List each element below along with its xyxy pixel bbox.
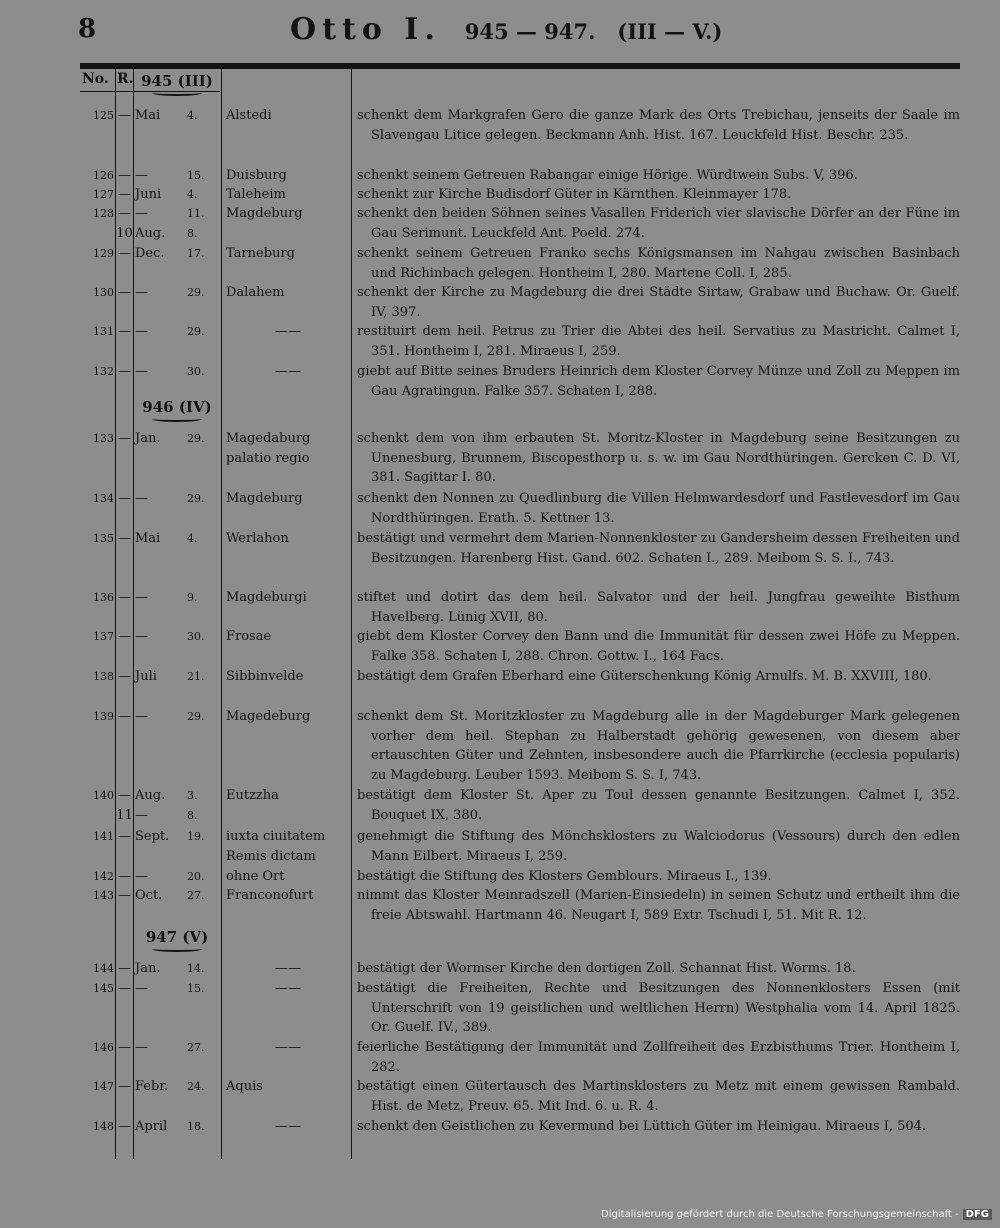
entry-day: 29. xyxy=(187,325,205,338)
entry-day: 27. xyxy=(187,889,205,902)
entry-r: — xyxy=(118,187,131,202)
entry-number: 125 xyxy=(93,109,114,122)
entry-r: — xyxy=(118,981,131,996)
entry-r: — xyxy=(118,491,131,506)
title-name: Otto I. xyxy=(290,12,441,47)
year-header: 945 (III) xyxy=(134,70,220,104)
entry-r: — xyxy=(118,431,131,446)
entry-r: — xyxy=(118,108,131,123)
entry-r: — xyxy=(118,531,131,546)
entry-place: —— xyxy=(275,364,301,379)
entry-text: giebt dem Kloster Corvey den Bann und die Immunität für dessen zwei Höfe zu Meppen. Falke 358. Schaten I, 288. Chron. Gottw. I., 164 Facs. xyxy=(357,629,960,664)
entry-day: 4. xyxy=(187,109,198,122)
entry-r: 10 xyxy=(116,226,133,241)
entry-r: — xyxy=(118,168,131,183)
entry-day: 3. xyxy=(187,789,198,802)
entry-month: Mai xyxy=(135,531,161,546)
entry-place: Dalahem xyxy=(226,285,285,300)
column-header-r: R. xyxy=(117,71,134,87)
entry-place: —— xyxy=(275,324,301,339)
entry-place: Duisburg xyxy=(226,168,287,183)
entry-place: Aquis xyxy=(226,1079,263,1094)
entry-day: 11. xyxy=(187,207,205,220)
entry-place: Eutzzha xyxy=(226,788,279,803)
entry-r: — xyxy=(118,1079,131,1094)
entry-r: — xyxy=(118,629,131,644)
entry-month: Oct. xyxy=(135,888,163,903)
entry-date xyxy=(135,667,223,687)
entry-number: 141 xyxy=(93,830,114,843)
entry-day: 14. xyxy=(187,962,205,975)
entry-place: Franconofurt xyxy=(226,888,314,903)
entry-r: — xyxy=(118,788,131,803)
entry-number: 144 xyxy=(93,962,114,975)
entry-date xyxy=(135,166,223,186)
entry-month: — xyxy=(135,981,148,996)
entry-text: bestätigt dem Kloster St. Aper zu Toul dessen genannte Besitzungen. Calmet I, 352. Bouquet IX, 380. xyxy=(357,788,960,823)
year-header: 946 (IV) xyxy=(134,396,220,430)
entry-r: — xyxy=(118,1040,131,1055)
entry-date xyxy=(135,244,223,264)
entry-number: 137 xyxy=(93,630,114,643)
entry-day: 4. xyxy=(187,188,198,201)
entry-day: 4. xyxy=(187,532,198,545)
entry-day: 30. xyxy=(187,365,205,378)
entry-date xyxy=(135,489,223,509)
entry-day: 29. xyxy=(187,432,205,445)
header-rule xyxy=(80,63,960,69)
entry-date xyxy=(135,979,223,999)
entry-place: Tarneburg xyxy=(226,246,295,261)
entry-day: 18. xyxy=(187,1120,205,1133)
entry-text: stiftet und dotirt das dem heil. Salvator und der heil. Jungfrau geweihte Bisthum Havelberg. Lünig XVII, 80. xyxy=(357,590,960,625)
entry-r: — xyxy=(118,829,131,844)
entry-text: genehmigt die Stiftung des Mönchsklosters zu Walciodorus (Vessours) durch den edlen Mann Eilbert. Miraeus I, 259. xyxy=(357,829,960,864)
entry-place: Sibbinvelde xyxy=(226,669,304,684)
entry-number: 148 xyxy=(93,1120,114,1133)
entry-month: — xyxy=(135,324,148,339)
page-title xyxy=(290,12,722,47)
entry-place: iuxta ciuitatem Remis dictam xyxy=(226,829,326,864)
entry-date xyxy=(135,322,223,342)
entry-day: 15. xyxy=(187,982,205,995)
entry-text: schenkt den beiden Söhnen seines Vasallen Friderich vier slavische Dörfer an der Füne im Gau Serimunt. Leuckfeld Ant. Poeld. 274. xyxy=(357,206,960,241)
title-years: 945 — 947. xyxy=(464,19,596,44)
entry-number: 138 xyxy=(93,670,114,683)
entry-day: 29. xyxy=(187,710,205,723)
entry-text: giebt auf Bitte seines Bruders Heinrich dem Kloster Corvey Münze und Zoll zu Meppen im Gau Agratingun. Falke 357. Schaten I, 288. xyxy=(357,364,960,399)
entry-place: Werlahon xyxy=(226,531,289,546)
entry-date xyxy=(135,106,223,126)
entry-month: — xyxy=(135,709,148,724)
entry-place: —— xyxy=(275,1040,301,1055)
entry-day: 30. xyxy=(187,630,205,643)
entry-text: bestätigt der Wormser Kirche den dortigen Zoll. Schannat Hist. Worms. 18. xyxy=(357,961,856,976)
entry-r: — xyxy=(118,285,131,300)
entry-day: 20. xyxy=(187,870,205,883)
entry-text: restituirt dem heil. Petrus zu Trier die Abtei des heil. Servatius zu Mastricht. Calmet I, 351. Hontheim I, 281. Miraeus I, 259. xyxy=(357,324,960,359)
entry-month: — xyxy=(135,491,148,506)
entry-text: schenkt dem Markgrafen Gero die ganze Mark des Orts Trebichau, jenseits der Saale im Slavengau Litice gelegen. Beckmann Anh. Hist. 167. Leuckfeld Hist. Beschr. 235. xyxy=(357,108,960,143)
entry-place: —— xyxy=(275,1119,301,1134)
entry-month: — xyxy=(135,206,148,221)
entry-date xyxy=(135,429,223,449)
entry-number: 135 xyxy=(93,532,114,545)
entry-text: bestätigt die Freiheiten, Rechte und Besitzungen des Nonnenklosters Essen (mit Unterschrift von 19 geistlichen und weltlichen Herrn) Westphalia vom 14. April 1825. Or. Guelf. IV., 389. xyxy=(357,981,960,1035)
entry-place: Frosae xyxy=(226,629,272,644)
column-rule-place xyxy=(351,69,352,1159)
entry-month: Jan. xyxy=(135,431,161,446)
footer xyxy=(601,1209,992,1220)
entry-place: Magdeburg xyxy=(226,206,303,221)
entry-text: schenkt den Nonnen zu Quedlinburg die Villen Helmwardesdorf und Fastlevesdorf im Gau Nordthüringen. Erath. 5. Kettner 13. xyxy=(357,491,960,526)
entry-number: 142 xyxy=(93,870,114,883)
title-regnal: (III — V.) xyxy=(617,19,723,44)
entry-month: — xyxy=(135,364,148,379)
page-number: 8 xyxy=(78,14,97,44)
entry-day: 19. xyxy=(187,830,205,843)
entry-number: 134 xyxy=(93,492,114,505)
entry-date xyxy=(135,204,223,224)
entry-place: Magedaburg palatio regio xyxy=(226,431,311,466)
entry-month: Dec. xyxy=(135,246,165,261)
entry-place: —— xyxy=(275,961,301,976)
entry-number: 140 xyxy=(93,789,114,802)
entry-date xyxy=(135,1117,223,1137)
entry-r: — xyxy=(118,364,131,379)
entry-date xyxy=(135,827,223,847)
entry-date xyxy=(135,362,223,382)
entry-r: — xyxy=(118,869,131,884)
entry-month: Aug. xyxy=(135,226,166,241)
entry-number: 139 xyxy=(93,710,114,723)
entry-date xyxy=(135,786,223,806)
entry-r: — xyxy=(118,709,131,724)
entry-day: 29. xyxy=(187,492,205,505)
entry-r: — xyxy=(118,246,131,261)
entry-date xyxy=(135,185,223,205)
entry-day: 8. xyxy=(187,809,198,822)
entry-number: 132 xyxy=(93,365,114,378)
entry-date xyxy=(135,529,223,549)
entry-date xyxy=(135,627,223,647)
entry-month: Febr. xyxy=(135,1079,169,1094)
entry-month: — xyxy=(135,168,148,183)
entry-text: schenkt dem von ihm erbauten St. Moritz-Kloster in Magdeburg seine Besitzungen zu Unenesburg, Brunnem, Biscopesthorp u. s. w. im Gau Nordthüringen. Gercken C. D. VI, 381. Sagittar I. 80. xyxy=(357,431,960,485)
entry-place: Magedeburg xyxy=(226,709,311,724)
entry-date xyxy=(135,588,223,608)
entry-date xyxy=(135,959,223,979)
entry-number: 146 xyxy=(93,1041,114,1054)
entry-date xyxy=(135,1038,223,1058)
entry-number: 130 xyxy=(93,286,114,299)
entry-month: Juli xyxy=(135,669,157,684)
entry-number: 143 xyxy=(93,889,114,902)
entry-place: Magdeburgi xyxy=(226,590,307,605)
entry-date xyxy=(135,806,223,826)
year-header: 947 (V) xyxy=(134,926,220,960)
entry-number: 129 xyxy=(93,247,114,260)
entry-number: 136 xyxy=(93,591,114,604)
entry-text: feierliche Bestätigung der Immunität und Zollfreiheit des Erzbisthums Trier. Hontheim I, 282. xyxy=(357,1040,960,1075)
entry-month: — xyxy=(135,590,148,605)
entry-text: bestätigt einen Gütertausch des Martinsklosters zu Metz mit einem gewissen Rambald. Hist. de Metz, Preuv. 65. Mit Ind. 6. u. R. 4. xyxy=(357,1079,960,1114)
entry-number: 131 xyxy=(93,325,114,338)
entry-day: 9. xyxy=(187,591,198,604)
entry-text: bestätigt dem Grafen Eberhard eine Güterschenkung König Arnulfs. M. B. XXVIII, 180. xyxy=(357,669,932,684)
entry-month: — xyxy=(135,808,148,823)
entry-number: 128 xyxy=(93,207,114,220)
entry-date xyxy=(135,707,223,727)
entry-day: 8. xyxy=(187,227,198,240)
entry-month: Jan. xyxy=(135,961,161,976)
entry-month: — xyxy=(135,869,148,884)
entry-r: — xyxy=(118,888,131,903)
entry-date xyxy=(135,224,223,244)
entry-place: Alstedi xyxy=(226,108,272,123)
entry-month: Sept. xyxy=(135,829,170,844)
entry-r: 11 xyxy=(116,808,133,823)
dfg-logo: DFG xyxy=(963,1209,992,1220)
column-header-no: No. xyxy=(82,71,109,87)
entry-day: 21. xyxy=(187,670,205,683)
entry-place: Magdeburg xyxy=(226,491,303,506)
entry-month: Aug. xyxy=(135,788,166,803)
entry-r: — xyxy=(118,1119,131,1134)
entry-month: — xyxy=(135,1040,148,1055)
entry-text: schenkt der Kirche zu Magdeburg die drei Städte Sirtaw, Grabaw und Buchaw. Or. Guelf. IV, 397. xyxy=(357,285,960,320)
entry-number: 145 xyxy=(93,982,114,995)
entry-day: 15. xyxy=(187,169,205,182)
entry-text: schenkt dem St. Moritzkloster zu Magdeburg alle in der Magdeburger Mark gelegenen vorher dem heil. Stephan zu Halberstadt gehörig gewesenen, von diesem aber ertauschten Güter und Zehnten, insbesondere auch die Pfarrkirche (ecclesia popularis) zu Magdeburg. Leuber 1593. Meibom S. S. I, 743. xyxy=(357,709,960,783)
entry-text: schenkt seinem Getreuen Franko sechs Königsmansen im Nahgau zwischen Basinbach und Richinbach gelegen. Hontheim I, 280. Martene Coll. I, 285. xyxy=(357,246,960,281)
entry-text: bestätigt und vermehrt dem Marien-Nonnenkloster zu Gandersheim dessen Freiheiten und Besitzungen. Harenberg Hist. Gand. 602. Schaten I., 289. Meibom S. S. I., 743. xyxy=(357,531,960,566)
entry-day: 27. xyxy=(187,1041,205,1054)
column-rule-r xyxy=(133,69,134,1159)
entry-r: — xyxy=(118,961,131,976)
entry-place: —— xyxy=(275,981,301,996)
entry-r: — xyxy=(118,206,131,221)
entry-month: — xyxy=(135,629,148,644)
entry-text: schenkt den Geistlichen zu Kevermund bei Lüttich Güter im Heinigau. Miraeus I, 504. xyxy=(357,1119,927,1134)
entry-r: — xyxy=(118,324,131,339)
entry-r: — xyxy=(118,590,131,605)
footer-text: Digitalisierung gefördert durch die Deutsche Forschungsgemeinschaft - xyxy=(601,1209,959,1220)
entry-date xyxy=(135,283,223,303)
entry-text: bestätigt die Stiftung des Klosters Gemblours. Miraeus I., 139. xyxy=(357,869,772,884)
entry-date xyxy=(135,1077,223,1097)
entry-date xyxy=(135,867,223,887)
entry-day: 17. xyxy=(187,247,205,260)
entry-text: schenkt seinem Getreuen Rabangar einige Hörige. Würdtwein Subs. V, 396. xyxy=(357,168,858,183)
entry-day: 29. xyxy=(187,286,205,299)
entry-number: 147 xyxy=(93,1080,114,1093)
entry-date xyxy=(135,886,223,906)
entry-month: Mai xyxy=(135,108,161,123)
entry-number: 133 xyxy=(93,432,114,445)
entry-month: — xyxy=(135,285,148,300)
entry-place: Taleheim xyxy=(226,187,286,202)
entry-day: 24. xyxy=(187,1080,205,1093)
entry-number: 126 xyxy=(93,169,114,182)
entry-r: — xyxy=(118,669,131,684)
entry-text: nimmt das Kloster Meinradszell (Marien-Einsiedeln) in seinen Schutz und ertheilt ihm die freie Abtswahl. Hartmann 46. Neugart I, 589 Extr. Tschudi I, 51. Mit R. 12. xyxy=(357,888,960,923)
entry-number: 127 xyxy=(93,188,114,201)
entry-month: April xyxy=(135,1119,168,1134)
entry-text: schenkt zur Kirche Budisdorf Güter in Kärnthen. Kleinmayer 178. xyxy=(357,187,792,202)
entry-month: Juni xyxy=(135,187,162,202)
entry-place: ohne Ort xyxy=(226,869,285,884)
